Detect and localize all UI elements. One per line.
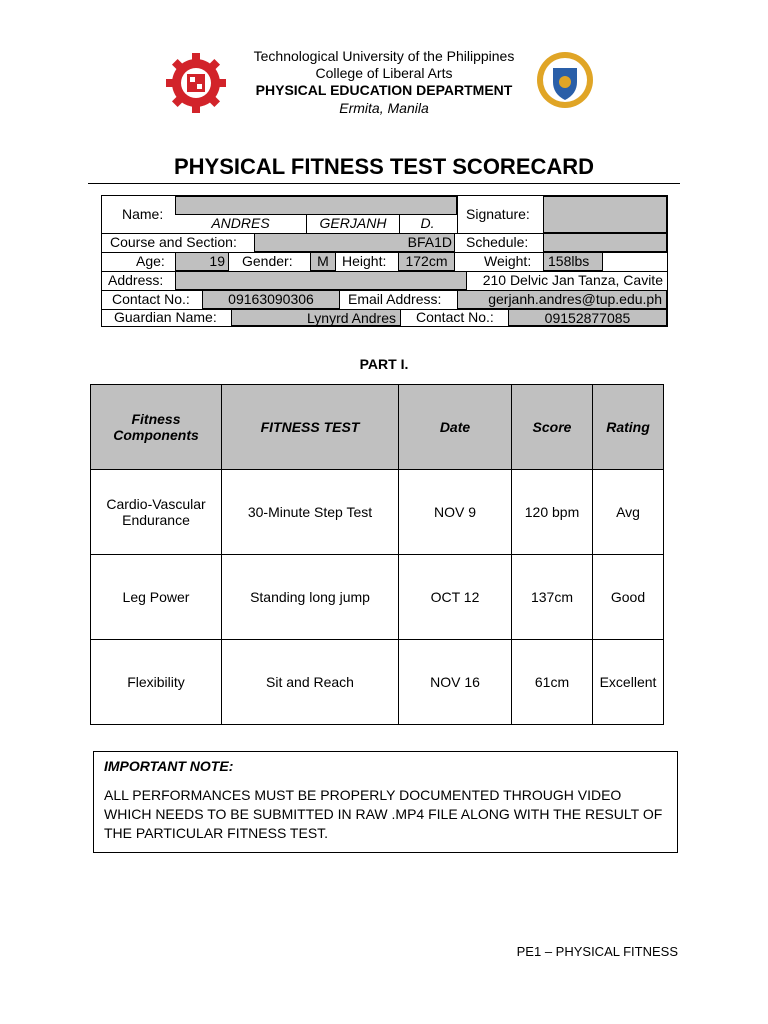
signature-label: Signature: xyxy=(466,206,530,222)
university-name: Technological University of the Philippines xyxy=(253,48,515,64)
guardian-contact-label: Contact No.: xyxy=(416,309,494,325)
table-cell: 61cm xyxy=(512,640,593,725)
contact-field[interactable]: 09163090306 xyxy=(202,290,340,309)
address-value: 210 Delvic Jan Tanza, Cavite xyxy=(482,272,663,288)
page-footer: PE1 – PHYSICAL FITNESS xyxy=(516,944,678,959)
table-cell: NOV 16 xyxy=(399,640,512,725)
col-header: Score xyxy=(512,385,593,470)
table-cell: NOV 9 xyxy=(399,470,512,555)
col-header: Date xyxy=(399,385,512,470)
guardian-contact-field[interactable]: 09152877085 xyxy=(508,309,667,326)
table-cell: 137cm xyxy=(512,555,593,640)
table-row xyxy=(91,640,664,725)
table-cell: Cardio-Vascular Endurance xyxy=(91,470,222,555)
email-label: Email Address: xyxy=(348,291,442,307)
guardian-field[interactable]: Lynyrd Andres xyxy=(231,309,401,326)
student-info-form xyxy=(101,195,668,327)
col-header: FITNESS TEST xyxy=(222,385,399,470)
location: Ermita, Manila xyxy=(339,100,429,116)
address-field[interactable] xyxy=(175,271,467,290)
table-cell: OCT 12 xyxy=(399,555,512,640)
table-cell: Leg Power xyxy=(91,555,222,640)
course-field[interactable]: BFA1D xyxy=(254,233,455,252)
first-name-value: ANDRES xyxy=(211,215,270,231)
email-field[interactable]: gerjanh.andres@tup.edu.ph xyxy=(457,290,667,309)
divider xyxy=(457,196,458,233)
title-divider xyxy=(88,183,680,184)
signature-field[interactable] xyxy=(543,196,667,233)
table-cell: Avg xyxy=(593,470,664,555)
course-label: Course and Section: xyxy=(110,234,237,250)
col-header: Rating xyxy=(593,385,664,470)
table-cell: Standing long jump xyxy=(222,555,399,640)
name-label: Name: xyxy=(122,206,164,222)
table-row xyxy=(91,555,664,640)
table-cell: Good xyxy=(593,555,664,640)
guardian-label: Guardian Name: xyxy=(114,309,217,325)
department-name: PHYSICAL EDUCATION DEPARTMENT xyxy=(255,82,513,98)
table-cell: Excellent xyxy=(593,640,664,725)
table-cell: Sit and Reach xyxy=(222,640,399,725)
address-label: Address: xyxy=(108,272,164,288)
age-field[interactable]: 19 xyxy=(175,252,229,271)
table-cell: Flexibility xyxy=(91,640,222,725)
col-header: Fitness Components xyxy=(91,385,222,470)
initial-value: D. xyxy=(420,215,435,231)
schedule-label: Schedule: xyxy=(466,234,529,250)
fitness-score-table xyxy=(90,384,664,725)
college-name: College of Liberal Arts xyxy=(315,65,453,81)
table-header-row xyxy=(91,385,664,470)
weight-field[interactable]: 158lbs xyxy=(543,252,603,271)
part-label: PART I. xyxy=(359,356,409,372)
age-label: Age: xyxy=(136,253,165,269)
note-title: IMPORTANT NOTE: xyxy=(104,758,234,774)
page-title: PHYSICAL FITNESS TEST SCORECARD xyxy=(173,154,595,179)
contact-label: Contact No.: xyxy=(112,291,190,307)
height-label: Height: xyxy=(342,253,387,269)
gender-label: Gender: xyxy=(242,253,293,269)
note-body: ALL PERFORMANCES MUST BE PROPERLY DOCUMENTED THROUGH VIDEO WHICH NEEDS TO BE SUBMITTED IN RAW .MP4 FILE ALONG WITH THE RESULT OF THE PARTICULAR FITNESS TEST. xyxy=(104,787,663,841)
weight-label: Weight: xyxy=(484,253,532,269)
schedule-field[interactable] xyxy=(543,233,667,252)
height-field[interactable]: 172cm xyxy=(398,252,455,271)
gender-field[interactable]: M xyxy=(310,252,336,271)
name-field[interactable] xyxy=(175,196,457,215)
important-note-box xyxy=(93,751,678,853)
table-row xyxy=(91,470,664,555)
table-cell: 30-Minute Step Test xyxy=(222,470,399,555)
table-cell: 120 bpm xyxy=(512,470,593,555)
middle-name-value: GERJANH xyxy=(306,215,400,233)
